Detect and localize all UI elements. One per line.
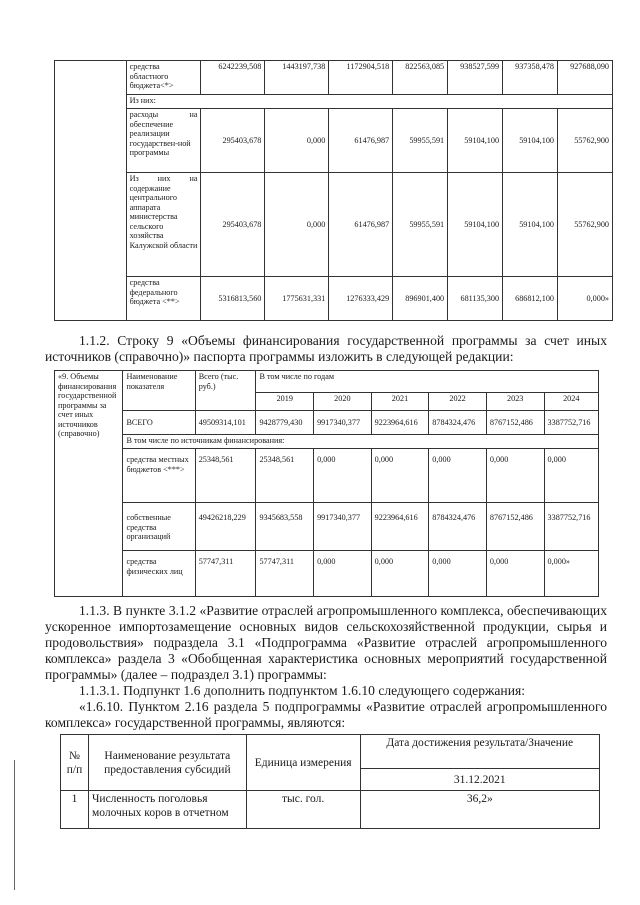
row-label: расходы на обеспечение реализации государствен-ной программы — [126, 109, 201, 173]
cell-value: 61476,987 — [329, 173, 393, 277]
years-header: В том числе по годам — [256, 371, 599, 393]
total-label: ВСЕГО — [123, 411, 195, 435]
row-label: собственные средства организаций — [123, 503, 195, 551]
cell-value: 57747,311 — [256, 551, 314, 597]
table-row — [55, 449, 599, 503]
cell-value: 681135,300 — [448, 277, 503, 321]
table-row — [61, 735, 600, 769]
cell-value: 25348,561 — [195, 449, 256, 503]
row-label: средства физических лиц — [123, 551, 195, 597]
row-name: Численность поголовья молочных коров в отчетном — [88, 791, 246, 829]
cell-value: 55762,900 — [558, 173, 613, 277]
cell-value: 25348,561 — [256, 449, 314, 503]
cell-value: 57747,311 — [195, 551, 256, 597]
text-block-1 — [45, 333, 607, 365]
cell-value: 49509314,101 — [195, 411, 256, 435]
sources-header: В том числе по источникам финансирования: — [123, 435, 599, 449]
cell-value: 3387752,716 — [544, 411, 599, 435]
funding-table — [54, 370, 599, 597]
cell-value: 937358,478 — [503, 61, 558, 95]
year-header: 2024 — [544, 393, 599, 411]
cell-value: 295403,678 — [201, 173, 265, 277]
cell-value: 8784324,476 — [429, 411, 487, 435]
row-number: 1 — [61, 791, 89, 829]
col-total-header: Всего (тыс. руб.) — [195, 371, 256, 411]
row-value: 36,2» — [360, 791, 599, 829]
year-header: 2022 — [429, 393, 487, 411]
text-block-2 — [45, 603, 607, 731]
cell-value: 0,000 — [486, 551, 544, 597]
cell-value: 0,000 — [314, 449, 372, 503]
cell-value: 0,000 — [544, 449, 599, 503]
row-label: Из них: — [126, 95, 612, 109]
year-header: 2023 — [486, 393, 544, 411]
cell-value: 59104,100 — [448, 109, 503, 173]
cell-value: 295403,678 — [201, 109, 265, 173]
cell-value: 0,000 — [265, 173, 329, 277]
col-name-header: Наименование показателя — [123, 371, 195, 411]
cell-value: 9428779,430 — [256, 411, 314, 435]
table-row — [55, 371, 599, 393]
cell-value: 9917340,377 — [314, 411, 372, 435]
cell-value: 0,000 — [314, 551, 372, 597]
table-row — [55, 61, 613, 95]
cell-value: 938527,599 — [448, 61, 503, 95]
cell-value: 1276333,429 — [329, 277, 393, 321]
table-row — [55, 551, 599, 597]
row-unit: тыс. гол. — [246, 791, 360, 829]
cell-value: 9223964,616 — [371, 411, 429, 435]
table-row — [55, 503, 599, 551]
year-header: 2019 — [256, 393, 314, 411]
cell-value: 1775631,331 — [265, 277, 329, 321]
blank-cell — [55, 61, 127, 321]
cell-value: 61476,987 — [329, 109, 393, 173]
cell-value: 0,000 — [429, 551, 487, 597]
cell-value: 927688,090 — [558, 61, 613, 95]
col-no-header: № п/п — [61, 735, 89, 791]
cell-value: 0,000 — [265, 109, 329, 173]
cell-value: 0,000 — [371, 551, 429, 597]
cell-value: 0,000» — [558, 277, 613, 321]
paragraph-1-1-3-1: 1.1.3.1. Подпункт 1.6 дополнить подпунктом 1.6.10 следующего содержания: — [79, 683, 526, 698]
col-unit-header: Единица измерения — [246, 735, 360, 791]
cell-value: 1172904,518 — [329, 61, 393, 95]
row-label: средства местных бюджетов <***> — [123, 449, 195, 503]
row-title: «9. Объемы финансирования государственной программы за счет иных источников (справочно) — [55, 371, 123, 597]
cell-value: 0,000» — [544, 551, 599, 597]
cell-value: 896901,400 — [393, 277, 448, 321]
cell-value: 8767152,486 — [486, 503, 544, 551]
cell-value: 0,000 — [486, 449, 544, 503]
table-row — [55, 411, 599, 435]
cell-value: 3387752,716 — [544, 503, 599, 551]
cell-value: 822563,085 — [393, 61, 448, 95]
cell-value: 8767152,486 — [486, 411, 544, 435]
cell-value: 8784324,476 — [429, 503, 487, 551]
paragraph-1-1-3: 1.1.3. В пункте 3.1.2 «Развитие отраслей агропромышленного комплекса, обеспечивающих ускоренное импортозамещение основных видов сельскохозяйственной продукции, сырья и продовольствия» подраздела 3.1 «Подпрограмма «Развитие отраслей агропромышленного комплекса» раздела 3 «Обобщенная характеристика основных мероприятий государственной программы» (далее – подраздел 3.1) программы: — [45, 603, 607, 682]
cell-value: 6242239,508 — [201, 61, 265, 95]
table-row — [55, 435, 599, 449]
cell-value: 55762,900 — [558, 109, 613, 173]
table-row — [55, 109, 613, 173]
cell-value: 9223964,616 — [371, 503, 429, 551]
margin-line — [14, 760, 15, 890]
row-label: Из них на содержание центрального аппарата министерства сельского хозяйства Калужской области — [126, 173, 201, 277]
date-cell: 31.12.2021 — [360, 769, 599, 791]
year-header: 2020 — [314, 393, 372, 411]
cell-value: 59104,100 — [448, 173, 503, 277]
cell-value: 59104,100 — [503, 173, 558, 277]
col-name-header: Наименование результата предоставления субсидий — [88, 735, 246, 791]
cell-value: 49426218,229 — [195, 503, 256, 551]
cell-value: 0,000 — [371, 449, 429, 503]
paragraph-1-6-10: «1.6.10. Пунктом 2.16 раздела 5 подпрограммы «Развитие отраслей агропромышленного комплекса» государственной программы, являются: — [45, 699, 607, 730]
row-label: средства федерального бюджета <**> — [126, 277, 201, 321]
year-header: 2021 — [371, 393, 429, 411]
cell-value: 9345683,558 — [256, 503, 314, 551]
cell-value: 1443197,738 — [265, 61, 329, 95]
table-row — [55, 173, 613, 277]
cell-value: 5316813,560 — [201, 277, 265, 321]
table-row — [55, 277, 613, 321]
table-row — [61, 791, 600, 829]
cell-value: 9917340,377 — [314, 503, 372, 551]
cell-value: 59955,591 — [393, 109, 448, 173]
cell-value: 59104,100 — [503, 109, 558, 173]
budget-table — [54, 60, 613, 321]
row-label: средства областного бюджета<*> — [126, 61, 201, 95]
results-table — [60, 734, 600, 829]
table-row — [55, 95, 613, 109]
cell-value: 0,000 — [429, 449, 487, 503]
cell-value: 59955,591 — [393, 173, 448, 277]
col-date-header: Дата достижения результата/Значение — [360, 735, 599, 769]
cell-value: 686812,100 — [503, 277, 558, 321]
paragraph-1-1-2: 1.1.2. Строку 9 «Объемы финансирования государственной программы за счет иных источников (справочно)» паспорта программы изложить в следующей редакции: — [45, 333, 607, 364]
